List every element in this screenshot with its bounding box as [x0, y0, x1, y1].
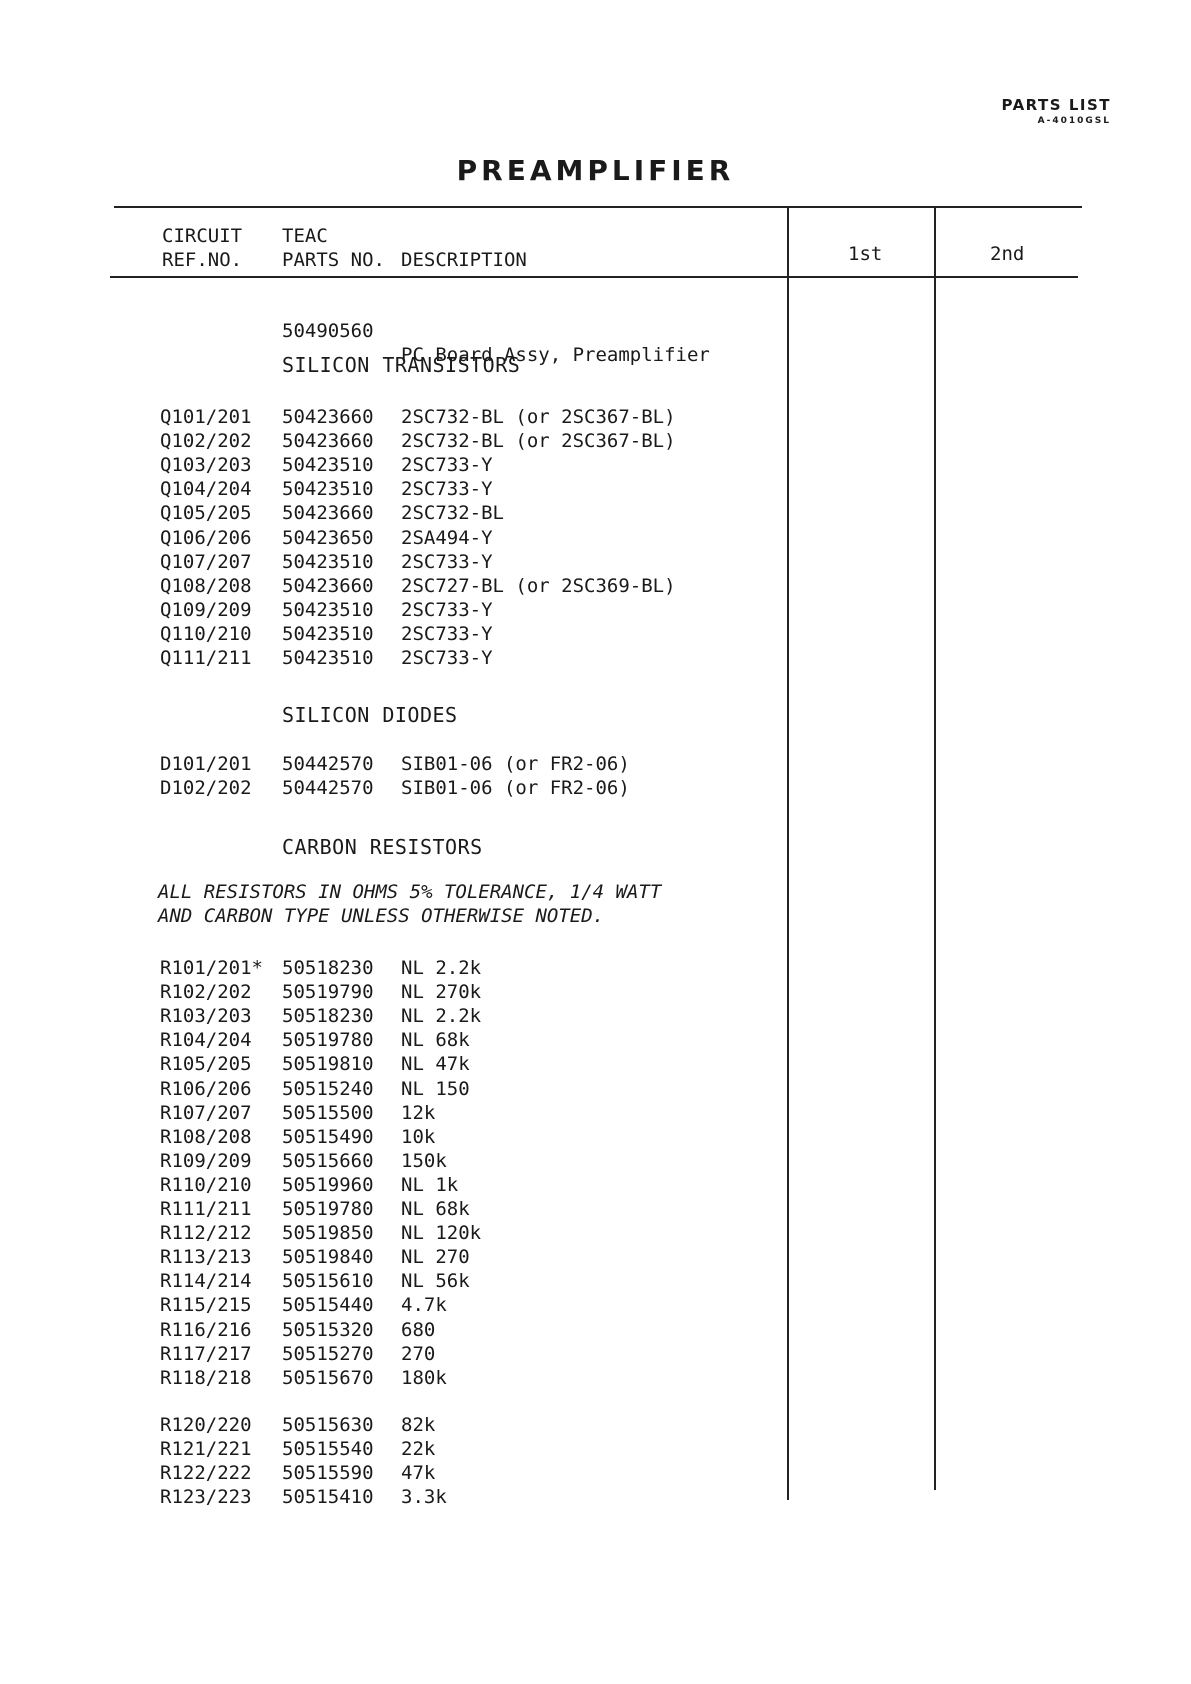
- description: 47k: [401, 1462, 436, 1484]
- part-number: 50423650: [282, 526, 374, 549]
- description: NL 270: [401, 1246, 470, 1269]
- ref-number: R117/217: [160, 1342, 252, 1365]
- ref-number: R118/218: [160, 1366, 252, 1389]
- header-block: [1001, 96, 1111, 126]
- ref-header-line2: REF.NO.: [162, 249, 243, 271]
- description: 2SC733-Y: [401, 598, 493, 621]
- part-number: 50515320: [282, 1318, 374, 1341]
- part-number: 50515630: [282, 1414, 374, 1436]
- part-number: 50515610: [282, 1270, 374, 1293]
- description: 2SC733-Y: [401, 478, 493, 501]
- part-number: 50423510: [282, 478, 374, 501]
- column-header-description: DESCRIPTION: [401, 249, 527, 271]
- part-number: 50519960: [282, 1173, 374, 1196]
- part-number: 50423510: [282, 647, 374, 669]
- table-top-rule: [114, 206, 1082, 208]
- description: 2SC733-Y: [401, 550, 493, 573]
- ref-number: R102/202: [160, 981, 252, 1004]
- ref-number: D101/201: [160, 753, 252, 775]
- description: 4.7k: [401, 1294, 447, 1317]
- ref-number: R121/221: [160, 1438, 252, 1460]
- description: 680: [401, 1318, 436, 1341]
- section-heading-transistors: SILICON TRANSISTORS: [282, 353, 521, 377]
- ref-number: R116/216: [160, 1318, 252, 1341]
- part-number: 50519790: [282, 981, 374, 1004]
- description: 12k: [401, 1101, 436, 1124]
- description: NL 2.2k: [401, 1005, 482, 1028]
- description: 82k: [401, 1414, 436, 1436]
- part-number: 50515440: [282, 1294, 374, 1317]
- description: NL 68k: [401, 1029, 470, 1052]
- part-number: 50518230: [282, 957, 374, 979]
- description: 2SC733-Y: [401, 454, 493, 477]
- resistor-note-line1: ALL RESISTORS IN OHMS 5% TOLERANCE, 1/4 WATT: [158, 881, 662, 903]
- ref-number: R106/206: [160, 1077, 252, 1100]
- section-heading-diodes: SILICON DIODES: [282, 703, 458, 727]
- description: 22k: [401, 1438, 436, 1460]
- assembly-part-number: 50490560: [282, 320, 374, 342]
- part-number: 50423510: [282, 454, 374, 477]
- doc-number: A-4010GSL: [1037, 116, 1111, 126]
- assembly-description: PC Board Assy, Preamplifier: [401, 344, 710, 366]
- description: 2SC732-BL: [401, 502, 504, 525]
- part-number: 50423660: [282, 430, 374, 453]
- part-number: 50442570: [282, 753, 374, 775]
- description: 10k: [401, 1125, 436, 1148]
- part-number: 50515540: [282, 1438, 374, 1460]
- part-number: 50515670: [282, 1366, 374, 1389]
- part-number: 50519780: [282, 1198, 374, 1220]
- description: 180k: [401, 1366, 447, 1389]
- ref-number: Q105/205: [160, 502, 252, 525]
- column-divider-1st: [787, 208, 789, 1500]
- ref-number: R109/209: [160, 1149, 252, 1172]
- ref-number: R110/210: [160, 1173, 252, 1196]
- description: 2SC727-BL (or 2SC369-BL): [401, 574, 676, 597]
- description: 150k: [401, 1149, 447, 1172]
- part-number: 50519840: [282, 1246, 374, 1269]
- ref-number: R122/222: [160, 1462, 252, 1484]
- description: 2SC733-Y: [401, 622, 493, 645]
- ref-number: R104/204: [160, 1029, 252, 1052]
- description: NL 120k: [401, 1222, 482, 1245]
- ref-number: Q107/207: [160, 550, 252, 573]
- description: NL 68k: [401, 1198, 470, 1220]
- ref-number: R120/220: [160, 1414, 252, 1436]
- section-heading-resistors: CARBON RESISTORS: [282, 835, 483, 859]
- part-number: 50518230: [282, 1005, 374, 1028]
- part-number: 50519850: [282, 1222, 374, 1245]
- part-number: 50519810: [282, 1053, 374, 1076]
- ref-number: Q102/202: [160, 430, 252, 453]
- description: SIB01-06 (or FR2-06): [401, 753, 630, 775]
- ref-number: Q108/208: [160, 574, 252, 597]
- column-header-part: [282, 224, 385, 272]
- part-number: 50423660: [282, 574, 374, 597]
- description: NL 270k: [401, 981, 482, 1004]
- part-header-line1: TEAC: [282, 225, 328, 247]
- description: SIB01-06 (or FR2-06): [401, 777, 630, 799]
- ref-number: R112/212: [160, 1222, 252, 1245]
- part-number: 50515240: [282, 1077, 374, 1100]
- ref-number: R105/205: [160, 1053, 252, 1076]
- part-number: 50423660: [282, 406, 374, 428]
- ref-number: R123/223: [160, 1486, 252, 1508]
- part-number: 50423510: [282, 598, 374, 621]
- ref-number: Q111/211: [160, 647, 252, 669]
- description: NL 2.2k: [401, 957, 482, 979]
- ref-number: Q109/209: [160, 598, 252, 621]
- ref-number: D102/202: [160, 777, 252, 799]
- description: NL 56k: [401, 1270, 470, 1293]
- description: 270: [401, 1342, 436, 1365]
- description: NL 150: [401, 1077, 470, 1100]
- column-header-ref: [162, 224, 242, 272]
- ref-number: R108/208: [160, 1125, 252, 1148]
- part-number: 50515490: [282, 1125, 374, 1148]
- description: 3.3k: [401, 1486, 447, 1508]
- description: 2SC733-Y: [401, 647, 493, 669]
- ref-number: R114/214: [160, 1270, 252, 1293]
- description: NL 1k: [401, 1173, 459, 1196]
- column-divider-2nd: [934, 208, 936, 1490]
- part-number: 50519780: [282, 1029, 374, 1052]
- part-number: 50515660: [282, 1149, 374, 1172]
- ref-number: R111/211: [160, 1198, 252, 1220]
- part-number: 50423510: [282, 550, 374, 573]
- ref-number: Q110/210: [160, 622, 252, 645]
- ref-number: R103/203: [160, 1005, 252, 1028]
- part-number: 50515500: [282, 1101, 374, 1124]
- description: 2SC732-BL (or 2SC367-BL): [401, 406, 676, 428]
- part-number: 50423660: [282, 502, 374, 525]
- ref-header-line1: CIRCUIT: [162, 225, 243, 247]
- ref-number: Q103/203: [160, 454, 252, 477]
- ref-number: R101/201*: [160, 957, 263, 979]
- ref-number: R115/215: [160, 1294, 252, 1317]
- ref-number: R107/207: [160, 1101, 252, 1124]
- part-number: 50515270: [282, 1342, 374, 1365]
- part-number: 50442570: [282, 777, 374, 799]
- part-header-line2: PARTS NO.: [282, 249, 385, 271]
- parts-list-title: PARTS LIST: [1001, 96, 1111, 114]
- part-number: 50515410: [282, 1486, 374, 1508]
- page-title: PREAMPLIFIER: [456, 154, 735, 187]
- table-header-rule: [110, 276, 1078, 278]
- ref-number: Q106/206: [160, 526, 252, 549]
- ref-number: R113/213: [160, 1246, 252, 1269]
- ref-number: Q101/201: [160, 406, 252, 428]
- description: 2SA494-Y: [401, 526, 493, 549]
- description: 2SC732-BL (or 2SC367-BL): [401, 430, 676, 453]
- column-header-2nd: 2nd: [990, 243, 1025, 265]
- resistor-note: [158, 880, 661, 928]
- part-number: 50423510: [282, 622, 374, 645]
- resistor-note-line2: AND CARBON TYPE UNLESS OTHERWISE NOTED.: [158, 905, 605, 927]
- description: NL 47k: [401, 1053, 470, 1076]
- ref-number: Q104/204: [160, 478, 252, 501]
- column-header-1st: 1st: [848, 243, 883, 265]
- part-number: 50515590: [282, 1462, 374, 1484]
